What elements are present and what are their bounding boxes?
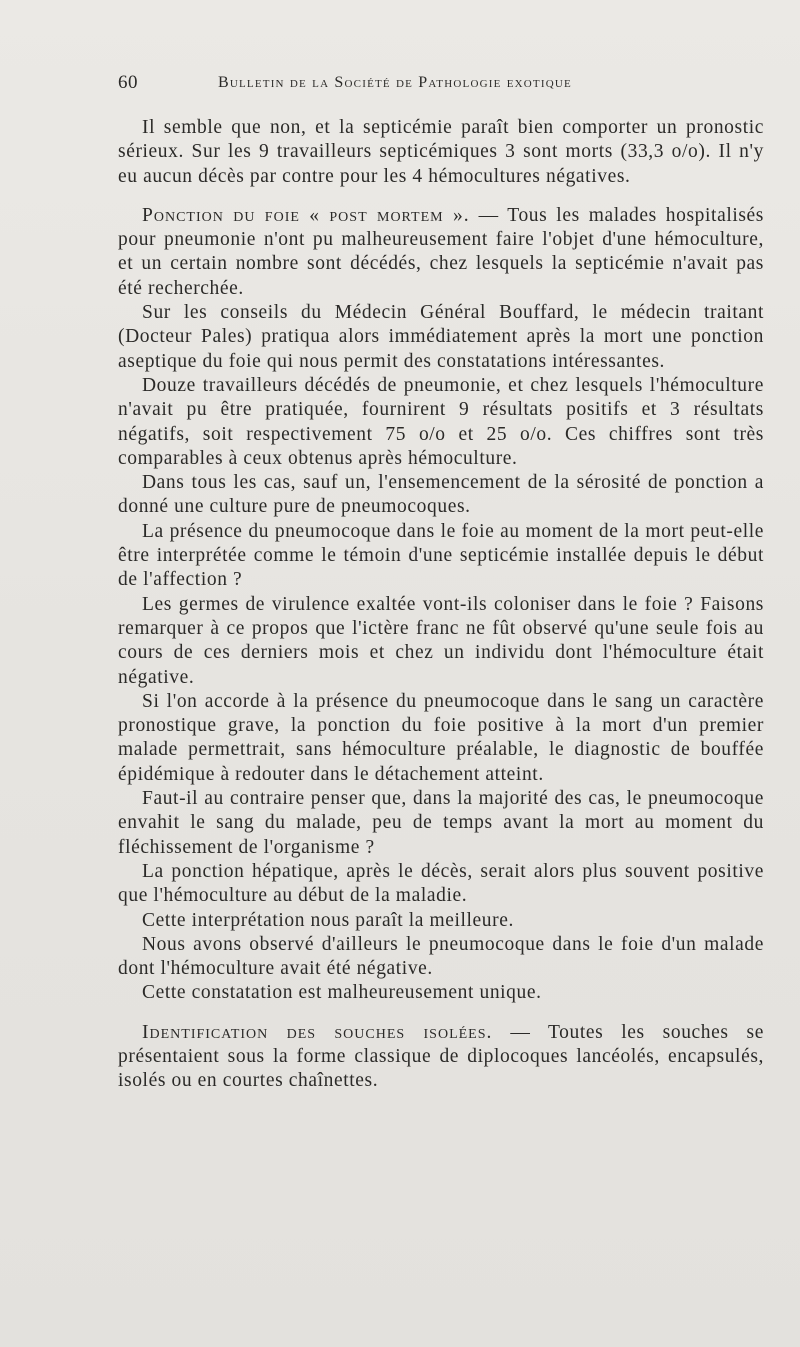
section-identification-text: — Toutes les souches se présentaient sous la forme classique de diplocoques lancéolés, encapsulés, isolés ou en courtes chaînettes. [118, 1021, 764, 1092]
paragraph-10: Cette interprétation nous paraît la meilleure. [142, 909, 514, 931]
section-ponction-paragraph [118, 204, 764, 301]
paragraph-1: Il semble que non, et la septicémie paraît bien comporter un pronostic sérieux. Sur les 9 travailleurs septicémiques 3 sont morts (33,3 o/o). Il n'y eu aucun décès par contre pour les 4 hémocultures négatives. [118, 117, 764, 187]
paragraph-9: La ponction hépatique, après le décès, serait alors plus souvent positive que l'hémoculture au début de la maladie. [118, 860, 764, 907]
paragraph-3: Douze travailleurs décédés de pneumonie, et chez lesquels l'hémoculture n'avait pu être pratiquée, fournirent 9 résultats positifs et 3 résultats négatifs, soit respectivement 75 o/o et 25 o/o. Ces chiffres sont très comparables à ceux obtenus après hémoculture. [118, 374, 764, 469]
paragraph-5: La présence du pneumocoque dans le foie au moment de la mort peut-elle être interprétée comme le témoin d'une septicémie installée depuis le début de l'affection ? [118, 520, 764, 591]
paragraph-6: Les germes de virulence exaltée vont-ils coloniser dans le foie ? Faisons remarquer à ce propos que l'ictère franc ne fût observé qu'une seule fois au cours de ces derniers mois et chez un individu dont l'hémoculture était négative. [118, 593, 764, 688]
paragraph-2: Sur les conseils du Médecin Général Bouffard, le médecin traitant (Docteur Pales) pratiqua alors immédiatement après la mort une ponction aseptique du foie qui nous permit des constatations intéressantes. [118, 302, 764, 372]
section-ponction-text: — Tous les malades hospitalisés pour pneumonie n'ont pu malheureusement faire l'objet d'une hémoculture, et un certain nombre sont décédés, chez lesquels la septicémie n'avait pas été recherchée. [118, 204, 764, 299]
section-heading-identification: Identification des souches isolées. [142, 1021, 493, 1043]
article-body [118, 116, 764, 1094]
paragraph-11: Nous avons observé d'ailleurs le pneumocoque dans le foie d'un malade dont l'hémoculture avait été négative. [118, 933, 764, 980]
paragraph-4: Dans tous les cas, sauf un, l'ensemencement de la sérosité de ponction a donné une culture pure de pneumocoques. [118, 472, 764, 518]
section-identification-paragraph [118, 1021, 764, 1094]
page-number: 60 [118, 72, 138, 93]
section-heading-ponction: Ponction du foie « post mortem ». [142, 204, 470, 226]
page-header [118, 72, 678, 102]
running-title: Bulletin de la Société de Pathologie exotique [218, 74, 572, 91]
paragraph-8: Faut-il au contraire penser que, dans la majorité des cas, le pneumocoque envahit le sang du malade, peu de temps avant la mort au moment du fléchissement de l'organisme ? [118, 788, 764, 858]
paragraph-7: Si l'on accorde à la présence du pneumocoque dans le sang un caractère pronostique grave, la ponction du foie positive à la mort d'un premier malade permettrait, sans hémoculture préalable, le diagnostic de bouffée épidémique à redouter dans le détachement atteint. [118, 690, 764, 785]
paragraph-12: Cette constatation est malheureusement unique. [142, 982, 542, 1004]
